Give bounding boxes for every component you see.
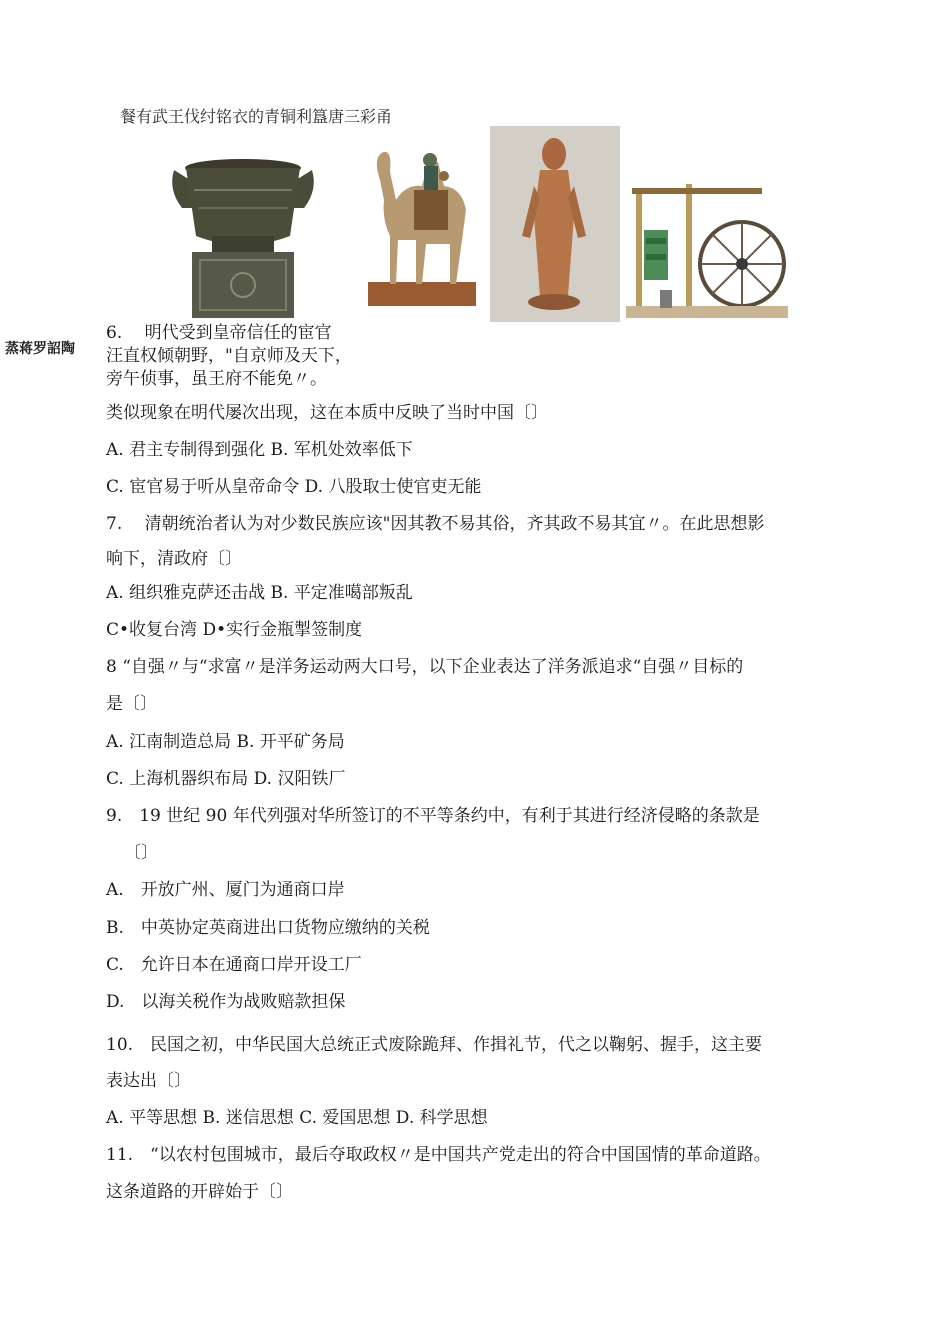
q9-option-b: B. 中英协定英商进出口货物应缴纳的关税 <box>106 918 430 938</box>
q6-line-2: 汪直权倾朝野，"自京师及天下， <box>106 346 352 366</box>
q9-stem-1: 9. 19 世纪 90 年代列强对华所签订的不平等条约中，有利于其进行经济侵略的条款是 <box>106 806 760 826</box>
q7-options-cd: C•收复台湾 D•实行金瓶掣签制度 <box>106 620 363 640</box>
tang-sancai-camel-image <box>366 140 478 308</box>
q6-line-3: 旁午侦事，虽王府不能免〃。 <box>106 369 327 389</box>
q8-stem-2: 是〔〕 <box>106 694 157 714</box>
q10-options: A. 平等思想 B. 迷信思想 C. 爱国思想 D. 科学思想 <box>106 1108 488 1128</box>
q7-stem-2: 响下，清政府〔〕 <box>106 549 242 569</box>
q7-stem-1: 7. 清朝统治者认为对少数民族应该"因其教不易其俗，齐其政不易其宜〃。在此思想影 <box>106 514 765 534</box>
image-caption: 餐有武王伐纣铭衣的青铜利簋唐三彩甬 <box>120 107 393 126</box>
q11-stem-2: 这条道路的开辟始于〔〕 <box>106 1182 293 1202</box>
steam-engine-image <box>626 178 788 322</box>
q11-stem-1: 11. “以农村包围城市，最后夺取政权〃是中国共产党走出的符合中国国情的革命道路。 <box>106 1145 771 1165</box>
q6-line-1: 6. 明代受到皇帝信任的宦官 <box>106 323 332 343</box>
q6-options-ab: A. 君主专制得到强化 B. 军机处效率低下 <box>106 440 413 460</box>
q9-option-a: A. 开放广州、厦门为通商口岸 <box>106 880 345 900</box>
q6-options-cd: C. 宦官易于听从皇帝命令 D. 八股取士使官吏无能 <box>106 477 482 497</box>
side-label: 蒸蒋罗詔陶 <box>5 341 75 357</box>
bronze-vessel-image <box>166 150 320 320</box>
q8-stem-1: 8 “自强〃与“求富〃是洋务运动两大口号，以下企业表达了洋务派追求“自强〃目标的 <box>106 657 744 677</box>
q9-option-d: D. 以海关税作为战败赔款担保 <box>106 992 346 1012</box>
q10-stem-2: 表达出〔〕 <box>106 1071 191 1091</box>
q9-stem-2: 〔〕 <box>124 843 158 863</box>
q8-options-ab: A. 江南制造总局 B. 开平矿务局 <box>106 732 345 752</box>
q7-options-ab: A. 组织雅克萨还击战 B. 平定准噶部叛乱 <box>106 583 413 603</box>
q6-question: 类似现象在明代屡次出现，这在本质中反映了当时中国〔〕 <box>106 403 548 423</box>
pottery-figurine-image <box>490 126 620 322</box>
q10-stem-1: 10. 民国之初，中华民国大总统正式废除跪拜、作揖礼节，代之以鞠躬、握手，这主要 <box>106 1035 763 1055</box>
q9-option-c: C. 允许日本在通商口岸开设工厂 <box>106 955 362 975</box>
q8-options-cd: C. 上海机器织布局 D. 汉阳铁厂 <box>106 769 346 789</box>
